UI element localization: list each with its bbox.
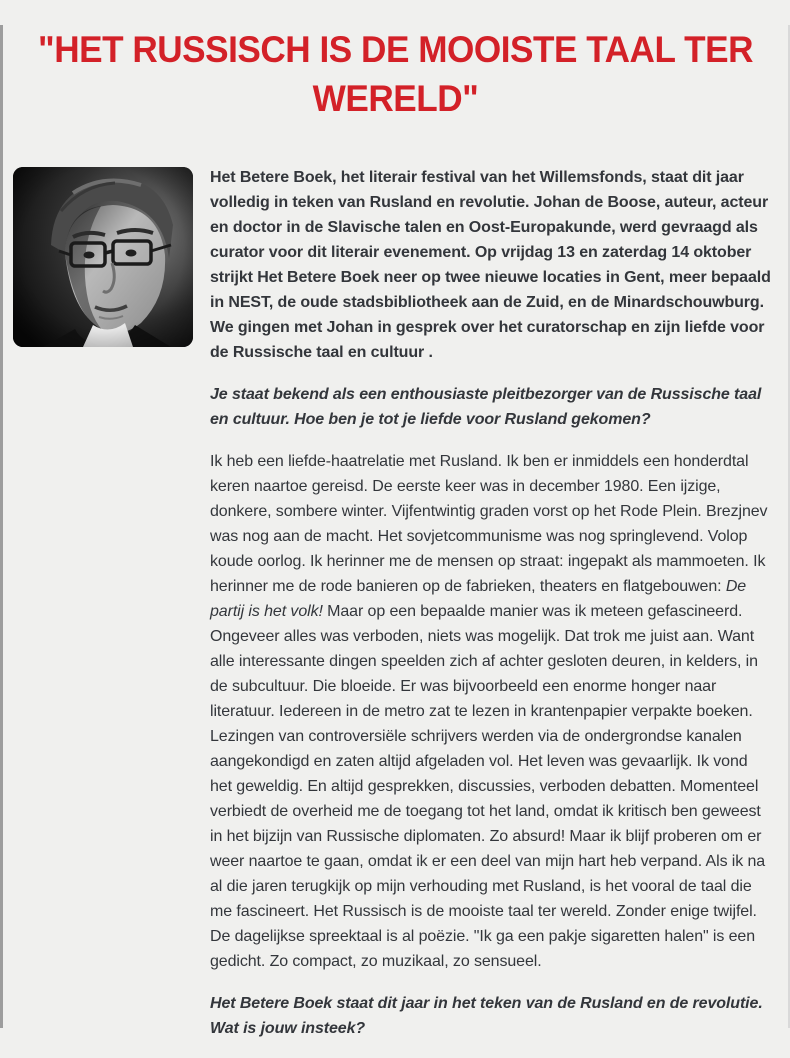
interview-question-2: Het Betere Boek staat dit jaar in het teken van de Rusland en de revolutie. Wat is jouw insteek?	[210, 995, 763, 1037]
answer-text-part-2: Maar op een bepaalde manier was ik meteen gefascineerd. Ongeveer alles was verboden, niets was mogelijk. Dat trok me juist aan. Want alle interessante dingen speelden zich af achter gesloten deuren, in kelders, in de subcultuur. Die bloeide. Er was bijvoorbeeld een enorme honger naar literatuur. Iedereen in de metro zat te lezen in krantenpapier verpakte boeken. Lezingen van controversiële schrijvers werden via de ondergrondse kanalen aangekondigd en zaten altijd afgeladen vol. Het leven was gevaarlijk. Ik vond het geweldig. En altijd gesprekken, discussies, verboden debatten. Momenteel verbiedt de overheid me de toegang tot het land, omdat ik kritisch ben geweest in het bijzijn van Russische diplomaten. Zo absurd! Maar ik blijf proberen om er weer naartoe te gaan, omdat ik er een deel van mijn hart heb verpand. Als ik na al die jaren terugkijk op mijn verhouding met Rusland, is het vooral de taal die me fascineert. Het Russisch is de mooiste taal ter wereld. Zonder enige twijfel. De dagelijkse spreektaal is al poëzie. "Ik ga een pakje sigaretten halen" is een gedicht. Zo compact, zo muzikaal, zo sensueel.	[210, 603, 766, 970]
portrait-photo-illustration	[13, 167, 193, 347]
interview-question-1: Je staat bekend als een enthousiaste pleitbezorger van de Russische taal en cultuur. Hoe ben je tot je liefde voor Rusland gekomen?	[210, 386, 762, 428]
intro-paragraph: Het Betere Boek, het literair festival van het Willemsfonds, staat dit jaar volledig in teken van Rusland en revolutie. Johan de Boose, auteur, acteur en doctor in de Slavische talen en Oost-Europakunde, werd gevraagd als curator voor dit literair evenement. Op vrijdag 13 en zaterdag 14 oktober strijkt Het Betere Boek neer op twee nieuwe locaties in Gent, meer bepaald in NEST, de oude stadsbibliotheek aan de Zuid, en de Minardschouwburg. We gingen met Johan in gesprek over het curatorschap en zijn liefde voor de Russische taal en cultuur .	[210, 169, 771, 361]
article-content	[210, 165, 773, 1058]
article-body	[3, 165, 788, 1058]
interview-answer-1	[210, 449, 773, 974]
answer-italic-phrase: De partij is het volk!	[210, 578, 747, 620]
page-title	[28, 25, 762, 123]
portrait-photo	[13, 167, 193, 347]
page-title-line-1: "HET RUSSISCH IS DE MOOISTE TAAL TER	[38, 29, 753, 70]
answer-text-part-1: Ik heb een liefde-haatrelatie met Rusland. Ik ben er inmiddels een honderdtal keren naartoe gereisd. De eerste keer was in december 1980. Een ijzige, donkere, sombere winter. Vijfentwintig graden vorst op het Rode Plein. Brezjnev was nog aan de macht. Het sovjetcommunisme was nog springlevend. Volop koude oorlog. Ik herinner me de mensen op straat: ingepakt als mammoeten. Ik herinner me de rode banieren op de fabrieken, theaters en flatgebouwen:	[210, 453, 768, 595]
page-title-line-2: WERELD"	[312, 78, 479, 119]
